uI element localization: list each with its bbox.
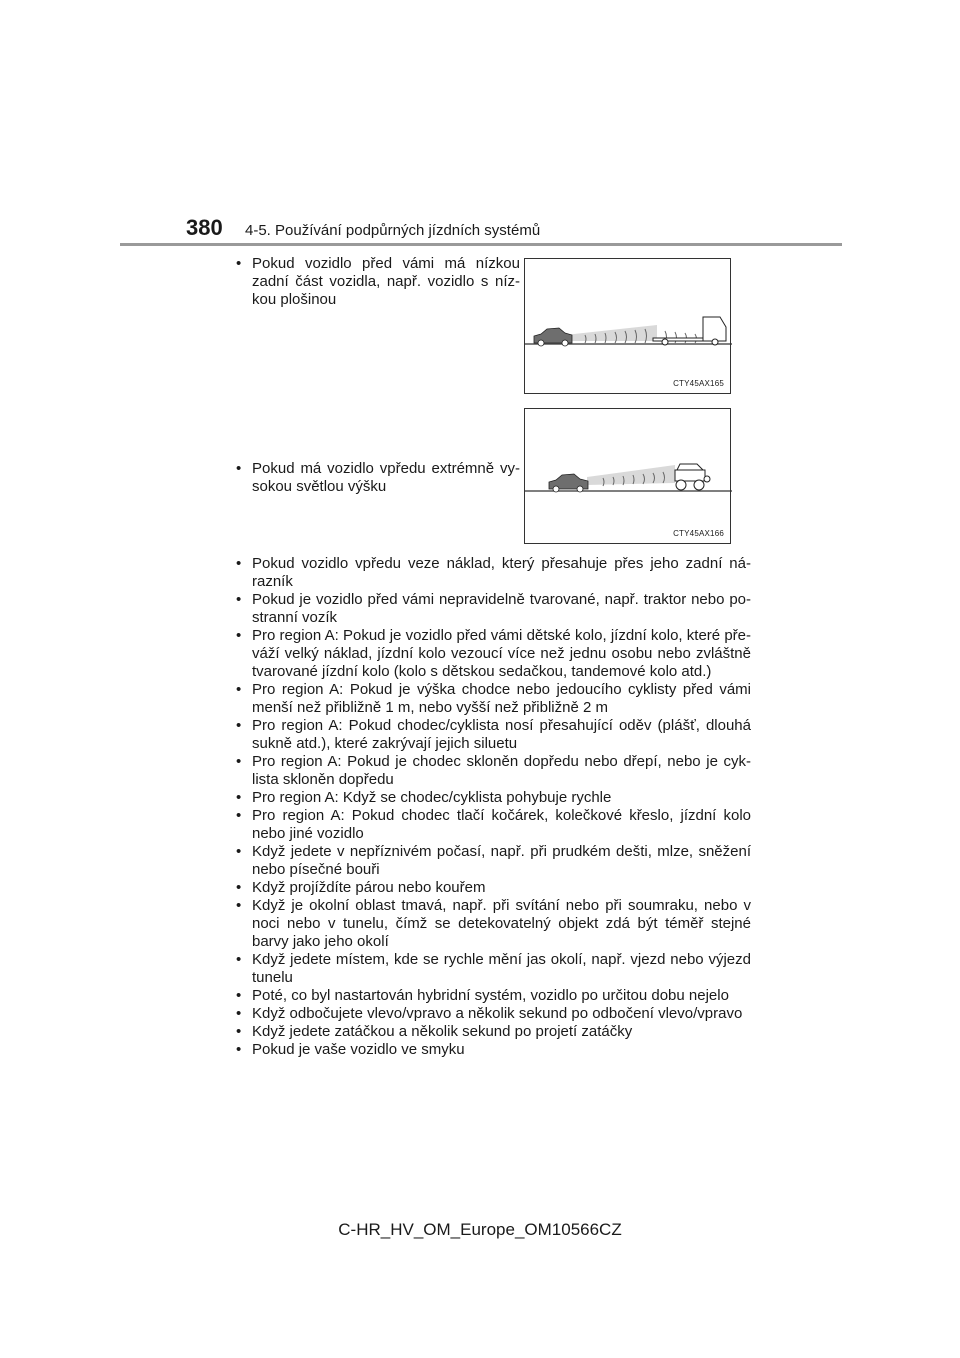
ego-car-shape — [549, 474, 588, 492]
list-item-text: Když jedete zatáčkou a několik sekund po projetí zatáčky — [252, 1023, 633, 1040]
list-item — [236, 681, 751, 717]
list-item — [236, 591, 751, 627]
list-item-text: Pro region A: Pokud chodec tlačí kočárek, kolečkové křeslo, jízdní kolo nebo jiné vozidlo — [252, 807, 751, 842]
list-item — [236, 843, 751, 879]
list-item-text: Když jedete v nepříznivém počasí, např. při prudkém dešti, mlze, sněžení nebo písečné bouři — [252, 843, 751, 878]
list-item-text: Pro region A: Pokud je vozidlo před vámi dětské kolo, jízdní kolo, které pře-váží velký náklad, jízdní kolo vezoucí více než jednu osobu nebo zvláštně tvarované jízdní kolo (kolo s dětskou sedačkou, tandemové kolo atd.) — [252, 627, 751, 680]
list-item-text: Pokud je vaše vozidlo ve smyku — [252, 1041, 465, 1058]
bullet: • — [236, 1005, 242, 1022]
list-item — [236, 1005, 751, 1023]
list-item — [236, 753, 751, 789]
bullet: • — [236, 807, 242, 824]
bullet: • — [236, 717, 242, 734]
page-number: 380 — [186, 215, 223, 240]
list-item — [236, 879, 751, 897]
conditions-list — [236, 555, 751, 1059]
list-item — [236, 951, 751, 987]
list-item-text: Pro region A: Pokud je výška chodce nebo jedoucího cyklisty před vámi menší než přibližně 1 m, nebo vyšší než přibližně 2 m — [252, 681, 751, 716]
list-item-text: Když jedete místem, kde se rychle mění jas okolí, např. vjezd nebo výjezd tunelu — [252, 951, 751, 986]
bullet: • — [236, 753, 242, 770]
header-rule — [120, 243, 842, 246]
list-item-text: Když je okolní oblast tmavá, např. při svítání nebo při soumraku, nebo v noci nebo v tunelu, čímž se detekovatelný objekt zdá být téměř stejné barvy jako jeho okolí — [252, 897, 751, 950]
bullet: • — [236, 897, 242, 914]
figure-low-rear-vehicle — [524, 258, 731, 394]
low-platform-truck-shape — [653, 317, 726, 345]
list-item-text: Když projíždíte párou nebo kouřem — [252, 879, 486, 896]
top-item-low-rear-vehicle — [236, 255, 520, 309]
bullet: • — [236, 843, 242, 860]
list-item — [236, 807, 751, 843]
bullet: • — [236, 987, 242, 1004]
figure-code: CTY45AX165 — [673, 379, 724, 388]
list-item — [236, 1041, 751, 1059]
bullet: • — [236, 591, 242, 608]
bullet: • — [236, 681, 242, 698]
list-item-text: Pro region A: Pokud je chodec skloněn dopředu nebo dřepí, nebo je cyk-lista skloněn dopředu — [252, 753, 751, 788]
list-item — [236, 1023, 751, 1041]
section-title: 4-5. Používání podpůrných jízdních systémů — [245, 222, 541, 239]
list-item-text: Pro region A: Když se chodec/cyklista pohybuje rychle — [252, 789, 612, 806]
list-item — [236, 897, 751, 951]
list-item-text: Pokud je vozidlo před vámi nepravidelně tvarované, např. traktor nebo po-stranní vozík — [252, 591, 751, 626]
list-item — [236, 627, 751, 681]
bullet: • — [236, 951, 242, 968]
bullet: • — [236, 789, 242, 806]
ego-car-shape — [534, 328, 572, 346]
list-item-text: Pokud vozidlo vpředu veze náklad, který přesahuje přes jeho zadní ná-razník — [252, 555, 751, 590]
bullet: • — [236, 255, 242, 272]
top-item-text: Pokud má vozidlo vpředu extrémně vy-sokou světlou výšku — [252, 460, 520, 495]
figure-code: CTY45AX166 — [673, 529, 724, 538]
footer-document-code: C-HR_HV_OM_Europe_OM10566CZ — [338, 1220, 622, 1239]
bullet: • — [236, 627, 242, 644]
bullet: • — [236, 1023, 242, 1040]
high-suv-shape — [675, 464, 710, 490]
illustration-car-and-high-suv — [525, 409, 732, 545]
figure-high-clearance-vehicle — [524, 408, 731, 544]
bullet: • — [236, 1041, 242, 1058]
list-item-text: Když odbočujete vlevo/vpravo a několik sekund po odbočení vlevo/vpravo — [252, 1005, 743, 1022]
list-item — [236, 987, 751, 1005]
list-item — [236, 717, 751, 753]
top-item-high-clearance-vehicle — [236, 460, 520, 496]
bullet: • — [236, 460, 242, 477]
bullet: • — [236, 555, 242, 572]
bullet: • — [236, 879, 242, 896]
list-item — [236, 555, 751, 591]
top-item-text: Pokud vozidlo před vámi má nízkou zadní část vozidla, např. vozidlo s níz-kou plošinou — [252, 255, 520, 308]
list-item-text: Pro region A: Pokud chodec/cyklista nosí přesahující oděv (plášť, dlouhá sukně atd.), které zakrývají jejich siluetu — [252, 717, 751, 752]
list-item — [236, 789, 751, 807]
illustration-car-and-low-truck — [525, 259, 732, 395]
list-item-text: Poté, co byl nastartován hybridní systém, vozidlo po určitou dobu nejelo — [252, 987, 729, 1004]
